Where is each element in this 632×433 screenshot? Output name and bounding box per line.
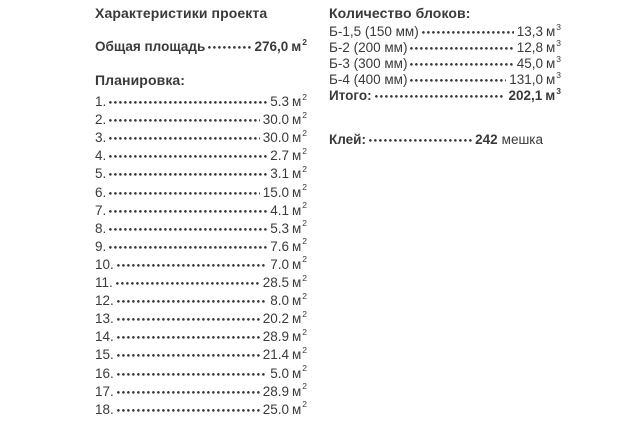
section-title-characteristics: Характеристики проекта — [95, 5, 268, 21]
unit-label: м — [291, 275, 302, 291]
item-number: 4. — [95, 148, 107, 164]
glue-row — [329, 132, 543, 148]
block-value: 13,3 $м^3$ — [516, 21, 561, 39]
unit-superscript: 2 — [302, 381, 307, 392]
layout-item-row — [95, 111, 307, 129]
item-number: 2. — [95, 112, 107, 128]
section-title-blocks: Количество блоков: — [329, 5, 471, 21]
glue-label: Клей: — [329, 132, 366, 147]
unit-label: м — [291, 311, 302, 327]
unit-label: м — [291, 401, 302, 417]
layout-item-row — [95, 129, 307, 147]
unit-label: м — [291, 184, 302, 200]
unit-label: м — [291, 256, 302, 272]
blocks-quantity-section — [329, 6, 561, 148]
item-number: 5. — [95, 166, 107, 182]
glue-unit-label: мешка — [501, 132, 543, 147]
unit-superscript: 2 — [302, 308, 307, 319]
unit-superscript: 2 — [302, 182, 307, 193]
unit-label: м — [545, 72, 556, 87]
item-number: 18. — [95, 401, 114, 417]
block-label: Б-4 (400 мм) — [329, 72, 408, 87]
unit-superscript: 2 — [302, 127, 307, 138]
blocks-total-label: Итого: — [329, 88, 372, 103]
item-value: 8.0 $м^2$ — [270, 290, 307, 309]
item-number: 9. — [95, 238, 107, 254]
item-value: 30.0 $м^2$ — [262, 127, 307, 146]
item-value: 28.5 $м^2$ — [262, 272, 307, 291]
unit-label: м — [545, 24, 556, 39]
unit-label: м — [291, 329, 302, 345]
item-number: 11. — [95, 275, 113, 291]
total-area-value: 276,0 $м^2$ — [254, 36, 307, 54]
layout-item-row — [95, 93, 307, 111]
block-label: Б-1,5 (150 мм) — [329, 24, 419, 39]
layout-item-row — [95, 165, 307, 183]
unit-label: м — [545, 56, 556, 71]
total-area-row — [95, 38, 307, 56]
glue-value: 242 мешка — [475, 132, 543, 147]
block-item-row — [329, 53, 561, 72]
unit-superscript: 2 — [302, 363, 307, 373]
item-number: 7. — [95, 202, 107, 218]
block-label: Б-2 (200 мм) — [329, 40, 408, 55]
block-value: 45,0 $м^3$ — [516, 53, 561, 71]
layout-item-row — [95, 328, 307, 346]
item-value: 3.1 $м^2$ — [270, 163, 307, 182]
layout-item-row — [95, 220, 307, 238]
item-value: 5.3 $м^2$ — [270, 91, 307, 110]
block-item-row — [329, 21, 561, 40]
layout-item-row — [95, 184, 307, 202]
total-area-label: Общая площадь — [95, 39, 206, 54]
item-value: 30.0 $м^2$ — [262, 109, 307, 128]
unit-superscript: 2 — [302, 326, 307, 337]
item-number: 13. — [95, 311, 114, 327]
item-value: 28.9 $м^2$ — [262, 326, 307, 345]
item-value: 7.0 $м^2$ — [270, 254, 307, 272]
item-number: 15. — [95, 347, 114, 363]
unit-superscript: 2 — [302, 36, 307, 47]
unit-superscript: 2 — [302, 272, 307, 283]
unit-superscript: 3 — [556, 53, 561, 64]
blocks-total-row — [329, 85, 561, 104]
blocks-total-value: 202,1 $м^3$ — [508, 85, 561, 103]
block-label: Б-3 (300 мм) — [329, 56, 408, 71]
unit-superscript: 2 — [302, 200, 307, 211]
layout-item-row — [95, 346, 307, 364]
unit-superscript: 2 — [302, 399, 307, 410]
item-value: 15.0 $м^2$ — [262, 182, 307, 200]
unit-label: м — [291, 202, 302, 218]
layout-item-row — [95, 365, 307, 383]
layout-item-row — [95, 256, 307, 274]
item-number: 6. — [95, 184, 107, 200]
unit-superscript: 2 — [302, 344, 307, 355]
block-item-row — [329, 37, 561, 56]
layout-item-row — [95, 401, 307, 419]
item-value: 2.7 $м^2$ — [270, 145, 307, 164]
unit-label: м — [291, 383, 302, 399]
unit-superscript: 2 — [302, 163, 307, 174]
section-title-layout: Планировка: — [95, 72, 186, 89]
unit-label: м — [291, 130, 302, 146]
unit-superscript: 3 — [556, 69, 561, 80]
item-number: 1. — [95, 94, 107, 110]
layout-item-row — [95, 292, 307, 310]
item-value: 7.6 $м^2$ — [270, 236, 307, 254]
unit-label: м — [291, 365, 302, 381]
unit-label: м — [291, 94, 302, 110]
unit-label: м — [291, 39, 302, 54]
item-value: 5.0 $м^2$ — [270, 363, 307, 381]
layout-item-row — [95, 383, 307, 401]
unit-label: м — [291, 220, 302, 236]
item-value: 20.2 $м^2$ — [262, 308, 307, 327]
item-value: 25.0 $м^2$ — [262, 399, 307, 417]
unit-label: м — [291, 166, 302, 182]
unit-superscript: 2 — [302, 254, 307, 265]
item-number: 14. — [95, 329, 114, 345]
unit-superscript: 3 — [556, 21, 561, 32]
unit-superscript: 2 — [302, 109, 307, 120]
item-number: 16. — [95, 365, 114, 381]
item-value: 5.3 $м^2$ — [270, 218, 307, 236]
block-value: 131,0 $м^3$ — [509, 69, 561, 87]
block-rows-list — [329, 21, 561, 88]
project-characteristics-section — [95, 6, 307, 419]
unit-label: м — [545, 40, 556, 55]
unit-superscript: 2 — [302, 145, 307, 156]
unit-superscript: 2 — [302, 218, 307, 229]
unit-superscript: 3 — [556, 37, 561, 48]
layout-item-row — [95, 238, 307, 256]
unit-label: м — [291, 347, 302, 363]
unit-label: м — [291, 112, 302, 128]
unit-superscript: 2 — [302, 236, 307, 247]
unit-superscript: 2 — [302, 290, 307, 301]
item-number: 12. — [95, 293, 114, 309]
layout-item-row — [95, 147, 307, 165]
unit-label: м — [545, 88, 556, 103]
item-number: 8. — [95, 220, 107, 236]
unit-label: м — [291, 293, 302, 309]
block-value: 12,8 $м^3$ — [516, 37, 561, 55]
item-value: 4.1 $м^2$ — [270, 200, 307, 218]
item-value: 28.9 $м^2$ — [262, 381, 307, 399]
layout-items-list — [95, 93, 307, 419]
item-number: 3. — [95, 130, 107, 146]
item-number: 17. — [95, 383, 114, 399]
item-number: 10. — [95, 256, 114, 272]
unit-label: м — [291, 238, 302, 254]
block-item-row — [329, 69, 561, 88]
unit-superscript: 2 — [302, 91, 307, 102]
unit-label: м — [291, 148, 302, 164]
unit-superscript: 3 — [556, 85, 561, 96]
item-value: 21.4 $м^2$ — [262, 344, 307, 363]
layout-item-row — [95, 274, 307, 292]
layout-item-row — [95, 202, 307, 220]
layout-item-row — [95, 310, 307, 328]
